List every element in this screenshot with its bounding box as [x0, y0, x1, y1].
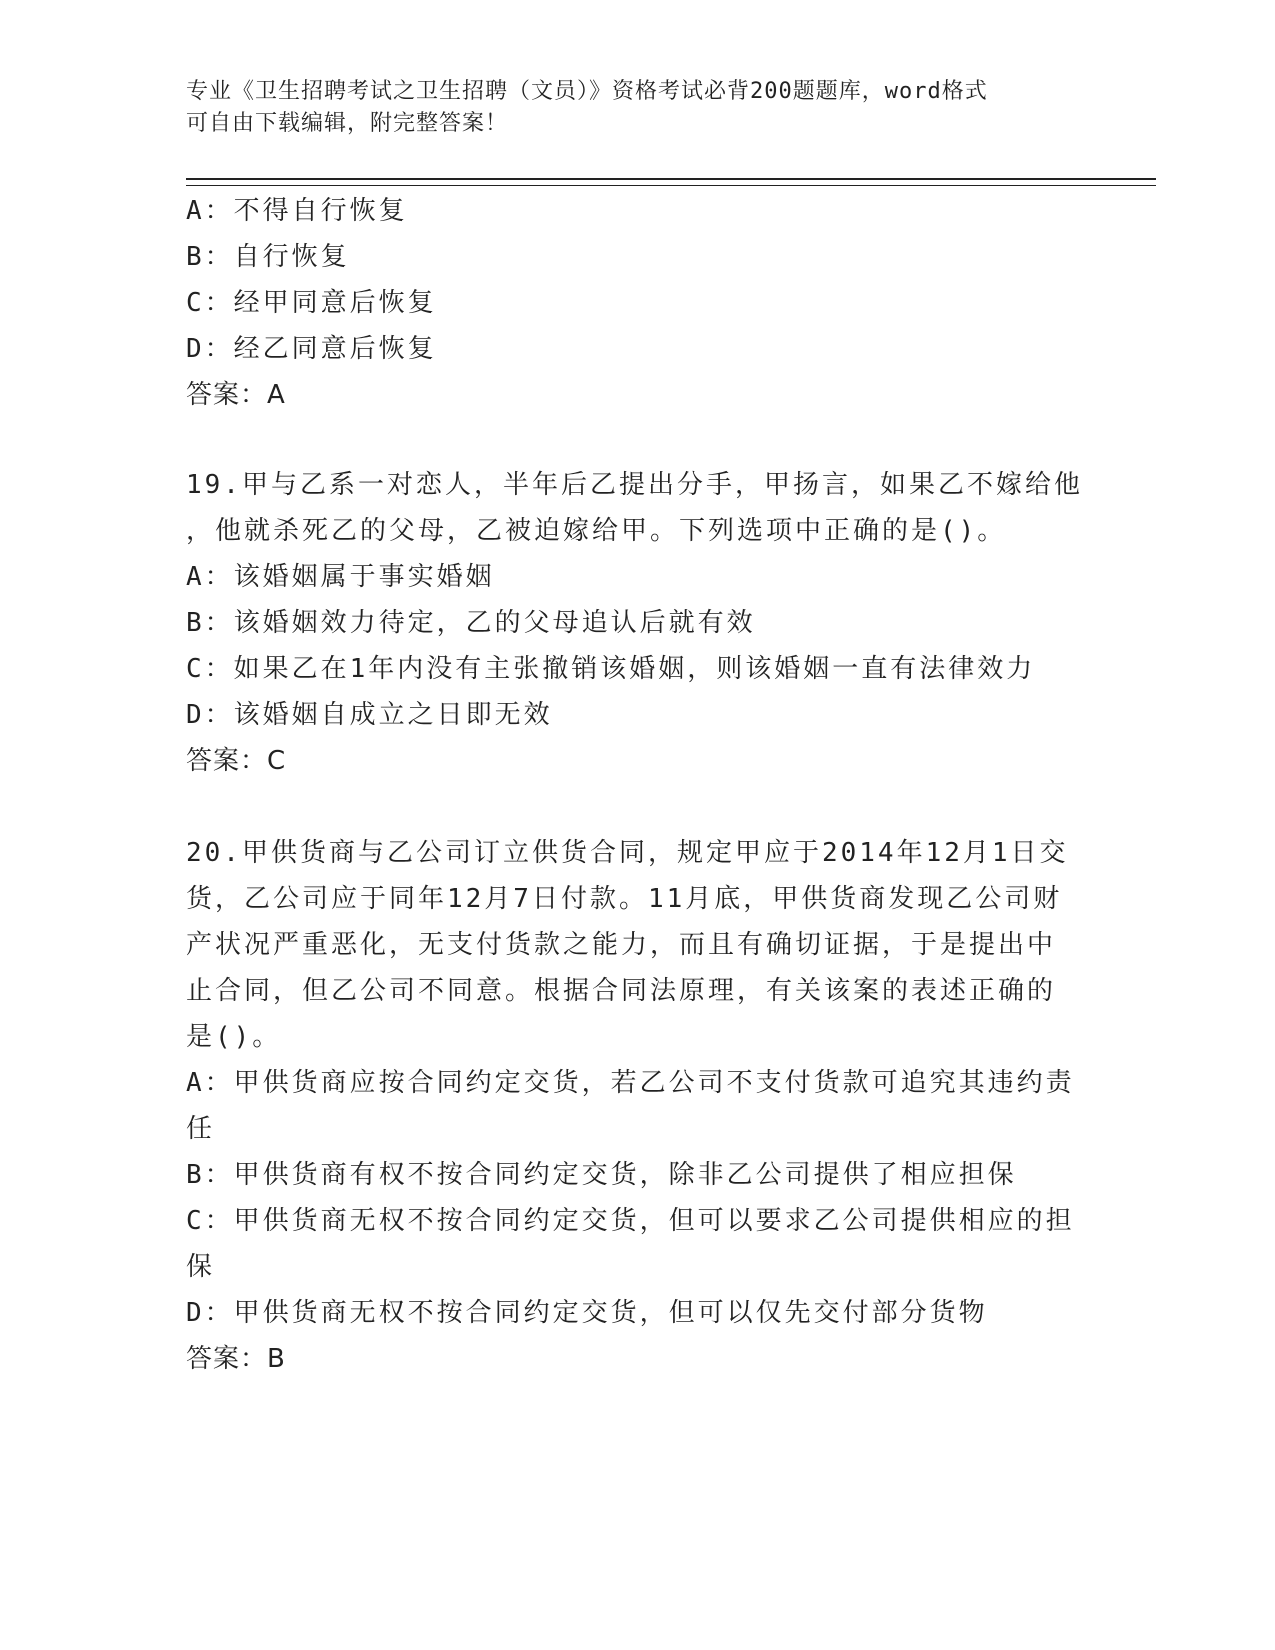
- header-line-2: 可自由下载编辑，附完整答案！: [186, 111, 509, 136]
- question-20: [186, 830, 1086, 1382]
- question-stem-line: 20.甲供货商与乙公司订立供货合同，规定甲应于2014年12月1日交: [186, 838, 1069, 868]
- option-b: B：甲供货商有权不按合同约定交货，除非乙公司提供了相应担保: [186, 1160, 1017, 1190]
- header-line-1: 专业《卫生招聘考试之卫生招聘（文员）》资格考试必背200题题库，word格式: [186, 79, 988, 104]
- option-d: D：该婚姻自成立之日即无效: [186, 700, 553, 730]
- option-a: A：甲供货商应按合同约定交货，若乙公司不支付货款可追究其违约责: [186, 1068, 1075, 1098]
- question-stem-line: 货，乙公司应于同年12月7日付款。11月底，甲供货商发现乙公司财: [186, 884, 1063, 914]
- answer: 答案：B: [186, 1344, 286, 1374]
- question-stem-line: 19.甲与乙系一对恋人，半年后乙提出分手，甲扬言，如果乙不嫁给他: [186, 470, 1083, 500]
- page-header: [186, 76, 1086, 140]
- option-c: C：如果乙在1年内没有主张撤销该婚姻，则该婚姻一直有法律效力: [186, 654, 1036, 684]
- option-b: B：自行恢复: [186, 242, 350, 272]
- option-b: B：该婚姻效力待定，乙的父母追认后就有效: [186, 608, 756, 638]
- question-18-options: [186, 188, 1086, 418]
- option-c: C：经甲同意后恢复: [186, 288, 437, 318]
- question-stem-line: 产状况严重恶化，无支付货款之能力，而且有确切证据，于是提出中: [186, 930, 1057, 960]
- option-a: A：该婚姻属于事实婚姻: [186, 562, 495, 592]
- option-a: A：不得自行恢复: [186, 196, 408, 226]
- question-19: [186, 462, 1086, 784]
- option-a-continued: 任: [186, 1114, 216, 1144]
- option-c-continued: 保: [186, 1252, 216, 1282]
- option-c: C：甲供货商无权不按合同约定交货，但可以要求乙公司提供相应的担: [186, 1206, 1075, 1236]
- answer: 答案：C: [186, 746, 287, 776]
- option-d: D：经乙同意后恢复: [186, 334, 437, 364]
- option-d: D：甲供货商无权不按合同约定交货，但可以仅先交付部分货物: [186, 1298, 988, 1328]
- header-divider: [186, 178, 1156, 186]
- document-body: [186, 188, 1086, 1382]
- question-stem-line: 止合同，但乙公司不同意。根据合同法原理，有关该案的表述正确的: [186, 976, 1057, 1006]
- question-stem-line: 是()。: [186, 1022, 282, 1052]
- answer: 答案：A: [186, 380, 286, 410]
- question-stem-line: ，他就杀死乙的父母，乙被迫嫁给甲。下列选项中正确的是()。: [186, 516, 1007, 546]
